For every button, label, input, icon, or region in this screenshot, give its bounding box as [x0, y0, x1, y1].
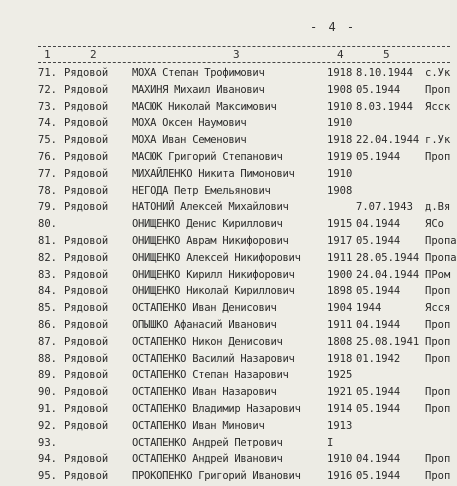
record-number: 90. [38, 386, 57, 399]
record-birth-year: 1915 [327, 218, 353, 231]
record-date: 24.04.1944 [356, 268, 420, 281]
record-rank: Рядовой [64, 419, 109, 432]
record-birth-year: 1910 [327, 453, 353, 466]
record-rank: Рядовой [64, 150, 109, 163]
record-date: 05.1944 [356, 402, 401, 415]
table-row [0, 352, 450, 369]
record-birth-year: 1925 [327, 369, 353, 382]
column-header-2: 2 [90, 48, 97, 61]
record-number: 71. [38, 67, 57, 79]
column-header [0, 45, 450, 65]
table-row [0, 167, 450, 184]
record-name: ОСТАПЕНКО Степан Назарович [132, 369, 289, 382]
record-name: ОНИЩЕНКО Николай Кириллович [132, 285, 295, 298]
table-row [0, 251, 457, 268]
record-birth-year: 1911 [327, 318, 353, 331]
record-rank: Рядовой [64, 117, 109, 130]
record-note: Ясся [425, 302, 451, 315]
record-name: ОНИЩЕНКО Кирилл Никифорович [132, 268, 295, 281]
record-note: ЯСо [425, 218, 444, 231]
record-number: 89. [38, 369, 57, 382]
record-note: Проп [425, 453, 451, 466]
record-rank: Рядовой [64, 302, 109, 315]
record-note: Пропа [425, 234, 457, 247]
record-number: 73. [38, 100, 57, 113]
record-name: ОСТАПЕНКО Никон Денисович [132, 335, 283, 348]
table-row [0, 150, 450, 167]
record-rank: Рядовой [64, 83, 109, 96]
record-rank: Рядовой [64, 352, 109, 365]
table-row [0, 318, 450, 335]
record-number: 83. [38, 268, 57, 281]
table-row [0, 335, 450, 352]
record-name: МОХА Оксен Наумович [132, 117, 247, 130]
header-top-rule [38, 46, 450, 47]
record-date: 8.10.1944 [356, 67, 413, 79]
record-number: 88. [38, 352, 57, 365]
record-date: 05.1944 [356, 234, 401, 247]
table-row [0, 419, 450, 436]
record-note: Проп [425, 335, 451, 348]
record-name: МИХАЙЛЕНКО Никита Пимонович [132, 167, 295, 180]
record-name: МОХА Степан Трофимович [132, 67, 265, 79]
record-rank: Рядовой [64, 453, 109, 466]
table-row [0, 200, 450, 217]
record-name: ОСТАПЕНКО Владимир Назарович [132, 402, 301, 415]
record-birth-year: 1911 [327, 251, 353, 264]
record-date: 05.1944 [356, 470, 401, 483]
record-note: ПРом [425, 268, 451, 281]
record-name: ОСТАПЕНКО Василий Назарович [132, 352, 295, 365]
record-name: ОСТАПЕНКО Иван Минович [132, 419, 265, 432]
record-date: 22.04.1944 [356, 134, 420, 147]
column-header-5: 5 [383, 48, 390, 61]
record-rank: Рядовой [64, 369, 109, 382]
record-name: МОХА Иван Семенович [132, 134, 247, 147]
record-number: 74. [38, 117, 57, 130]
record-rank: Рядовой [64, 67, 109, 79]
record-rank: Рядовой [64, 402, 109, 415]
table-row [0, 284, 450, 301]
record-note: Ясск [425, 100, 451, 113]
record-rank: Рядовой [64, 234, 109, 247]
record-name: НАТОНИЙ Алексей Михайлович [132, 201, 289, 214]
record-rank: Рядовой [64, 134, 109, 147]
record-list [0, 66, 457, 486]
record-birth-year: 1910 [327, 100, 353, 113]
record-birth-year: I [327, 436, 334, 449]
table-row [0, 217, 450, 234]
record-number: 81. [38, 234, 57, 247]
record-number: 84. [38, 285, 57, 298]
record-birth-year: 1913 [327, 419, 353, 432]
table-row [0, 402, 450, 419]
record-number: 80. [38, 218, 57, 231]
record-birth-year: 1918 [327, 134, 353, 147]
record-date: 28.05.1944 [356, 251, 420, 264]
header-bottom-rule [38, 62, 450, 63]
record-note: Проп [425, 352, 451, 365]
record-date: 25.08.1941 [356, 335, 420, 348]
record-rank: Рядовой [64, 167, 109, 180]
record-name: МАСЮК Николай Максимович [132, 100, 277, 113]
record-date: 05.1944 [356, 83, 401, 96]
record-birth-year: 1917 [327, 234, 353, 247]
page-number: - 4 - [310, 20, 357, 34]
record-number: 78. [38, 184, 57, 197]
record-note: д.Вя [425, 201, 451, 214]
record-number: 72. [38, 83, 57, 96]
record-number: 85. [38, 302, 57, 315]
record-birth-year: 1918 [327, 67, 353, 79]
table-row [0, 184, 450, 201]
record-date: 05.1944 [356, 285, 401, 298]
record-rank: Рядовой [64, 285, 109, 298]
record-name: ОНИЩЕНКО Алексей Никифорович [132, 251, 301, 264]
column-header-3: 3 [233, 48, 240, 61]
record-rank: Рядовой [64, 201, 109, 214]
table-row [0, 301, 450, 318]
record-number: 76. [38, 150, 57, 163]
record-note: Пропа [425, 251, 457, 264]
record-date: 05.1944 [356, 386, 401, 399]
record-birth-year: 1916 [327, 470, 353, 483]
record-note: Проп [425, 402, 451, 415]
record-birth-year: 1918 [327, 352, 353, 365]
record-name: МАСЮК Григорий Степанович [132, 150, 283, 163]
record-rank: Рядовой [64, 318, 109, 331]
record-date: 01.1942 [356, 352, 401, 365]
table-row [0, 385, 450, 402]
record-number: 93. [38, 436, 57, 449]
record-birth-year: 1921 [327, 386, 353, 399]
table-row [0, 268, 450, 285]
record-name: МАХИНЯ Михаил Иванович [132, 83, 265, 96]
record-name: ОСТАПЕНКО Иван Назарович [132, 386, 277, 399]
record-birth-year: 1908 [327, 184, 353, 197]
record-note: Проп [425, 318, 451, 331]
record-note: с.Ук [425, 67, 451, 79]
table-row [0, 452, 450, 469]
record-number: 86. [38, 318, 57, 331]
record-number: 82. [38, 251, 57, 264]
record-note: г.Ук [425, 134, 451, 147]
record-name: НЕГОДА Петр Емельянович [132, 184, 271, 197]
column-header-1: 1 [44, 48, 51, 61]
record-rank: Рядовой [64, 100, 109, 113]
record-rank: Рядовой [64, 386, 109, 399]
record-birth-year: 1908 [327, 83, 353, 96]
record-number: 91. [38, 402, 57, 415]
record-name: ОНИЩЕНКО Денис Кириллович [132, 218, 283, 231]
record-number: 95. [38, 470, 57, 483]
record-name: ПРОКОПЕНКО Григорий Иванович [132, 470, 301, 483]
table-row [0, 234, 457, 251]
record-date: 8.03.1944 [356, 100, 413, 113]
record-birth-year: 1919 [327, 150, 353, 163]
record-birth-year: 1904 [327, 302, 353, 315]
table-row [0, 469, 450, 486]
record-rank: Рядовой [64, 470, 109, 483]
record-date: 04.1944 [356, 218, 401, 231]
record-note: Проп [425, 285, 451, 298]
record-name: ОСТАПЕНКО Андрей Иванович [132, 453, 283, 466]
record-birth-year: 1898 [327, 285, 353, 298]
table-row [0, 100, 450, 117]
record-name: ОСТАПЕНКО Андрей Петрович [132, 436, 283, 449]
table-row [0, 368, 450, 385]
record-note: Проп [425, 386, 451, 399]
record-rank: Рядовой [64, 268, 109, 281]
record-birth-year: 1910 [327, 117, 353, 130]
record-rank: Рядовой [64, 251, 109, 264]
table-row [0, 83, 450, 100]
record-number: 75. [38, 134, 57, 147]
table-row [0, 436, 450, 453]
record-note: Проп [425, 83, 451, 96]
record-number: 94. [38, 453, 57, 466]
table-row [0, 133, 450, 150]
record-rank: Рядовой [64, 184, 109, 197]
record-birth-year: 1914 [327, 402, 353, 415]
record-number: 92. [38, 419, 57, 432]
record-date: 1944 [356, 302, 382, 315]
table-row [0, 116, 450, 133]
record-number: 77. [38, 167, 57, 180]
record-rank: Рядовой [64, 335, 109, 348]
record-name: ОПЫШКО Афанасий Иванович [132, 318, 277, 331]
record-birth-year: 1808 [327, 335, 353, 348]
record-note: Проп [425, 150, 451, 163]
record-date: 7.07.1943 [356, 201, 413, 214]
record-date: 05.1944 [356, 150, 401, 163]
record-name: ОНИЩЕНКО Аврам Никифорович [132, 234, 289, 247]
record-birth-year: 1910 [327, 167, 353, 180]
column-header-4: 4 [337, 48, 344, 61]
record-date: 04.1944 [356, 318, 401, 331]
record-date: 04.1944 [356, 453, 401, 466]
record-number: 87. [38, 335, 57, 348]
record-birth-year: 1900 [327, 268, 353, 281]
record-name: ОСТАПЕНКО Иван Денисович [132, 302, 277, 315]
record-note: Проп [425, 470, 451, 483]
table-row [0, 66, 450, 83]
record-number: 79. [38, 201, 57, 214]
